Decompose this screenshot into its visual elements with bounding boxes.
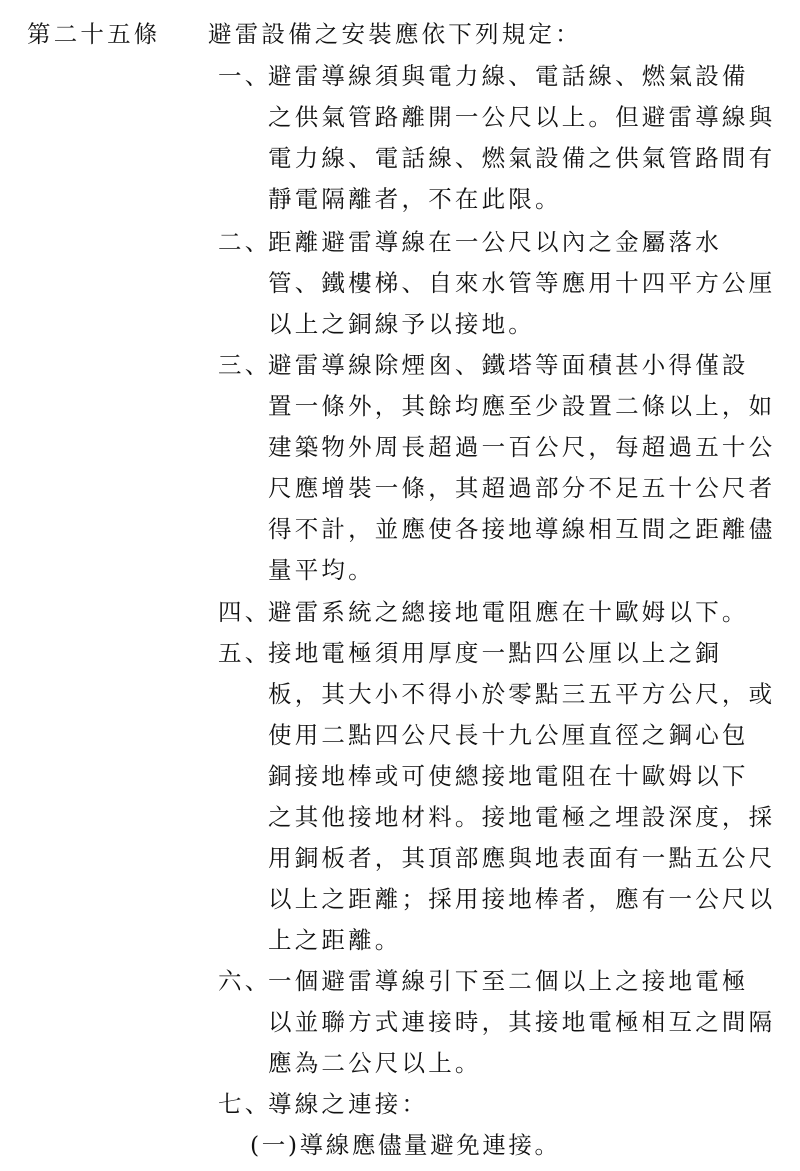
item-6-line-1: 一個避雷導線引下至二個以上之接地電極 (268, 967, 749, 995)
item-2-line-3: 以上之銅線予以接地。 (268, 310, 535, 338)
item-5-line-6: 用銅板者，其頂部應與地表面有一點五公尺 (268, 844, 776, 872)
item-7-line-1: 導線之連接： (268, 1090, 429, 1118)
item-5-line-5: 之其他接地材料。接地電極之埋設深度，採 (268, 803, 776, 831)
article-intro: 避雷設備之安裝應依下列規定： (208, 20, 582, 48)
item-1-marker: 一、 (218, 62, 272, 90)
item-5-line-7: 以上之距離；採用接地棒者，應有一公尺以 (268, 885, 776, 913)
item-5-line-1: 接地電極須用厚度一點四公厘以上之銅 (268, 639, 722, 667)
item-2-line-2: 管、鐵樓梯、自來水管等應用十四平方公厘 (268, 269, 776, 297)
item-1-line-2: 之供氣管路離開一公尺以上。但避雷導線與 (268, 103, 776, 131)
item-6-marker: 六、 (218, 967, 272, 995)
item-3-line-3: 建築物外周長超過一百公尺，每超過五十公 (268, 433, 776, 461)
item-1-line-3: 電力線、電話線、燃氣設備之供氣管路間有 (268, 144, 776, 172)
item-2-line-1: 距離避雷導線在一公尺以內之金屬落水 (268, 228, 722, 256)
item-4-line-1: 避雷系統之總接地電阻應在十歐姆以下。 (268, 598, 749, 626)
item-1-line-1: 避雷導線須與電力線、電話線、燃氣設備 (268, 62, 749, 90)
item-4-marker: 四、 (218, 598, 272, 626)
item-5-marker: 五、 (218, 639, 272, 667)
item-3-line-1: 避雷導線除煙囪、鐵塔等面積甚小得僅設 (268, 351, 749, 379)
item-7-marker: 七、 (218, 1090, 272, 1118)
item-5-line-4: 銅接地棒或可使總接地電阻在十歐姆以下 (268, 762, 749, 790)
item-3-line-2: 置一條外，其餘均應至少設置二條以上，如 (268, 392, 776, 420)
item-5-line-3: 使用二點四公尺長十九公厘直徑之鋼心包 (268, 721, 749, 749)
article-number: 第二十五條 (27, 20, 161, 48)
item-3-line-6: 量平均。 (268, 556, 375, 584)
item-3-line-4: 尺應增裝一條，其超過部分不足五十公尺者 (268, 474, 776, 502)
item-2-marker: 二、 (218, 228, 272, 256)
subitem-1: (一)導線應儘量避免連接。 (250, 1131, 561, 1159)
item-3-marker: 三、 (218, 351, 272, 379)
item-5-line-2: 板，其大小不得小於零點三五平方公尺，或 (268, 680, 776, 708)
item-6-line-2: 以並聯方式連接時，其接地電極相互之間隔 (268, 1008, 776, 1036)
item-6-line-3: 應為二公尺以上。 (268, 1049, 482, 1077)
item-3-line-5: 得不計，並應使各接地導線相互間之距離儘 (268, 515, 776, 543)
item-5-line-8: 上之距離。 (268, 926, 402, 954)
item-1-line-4: 靜電隔離者，不在此限。 (268, 185, 562, 213)
